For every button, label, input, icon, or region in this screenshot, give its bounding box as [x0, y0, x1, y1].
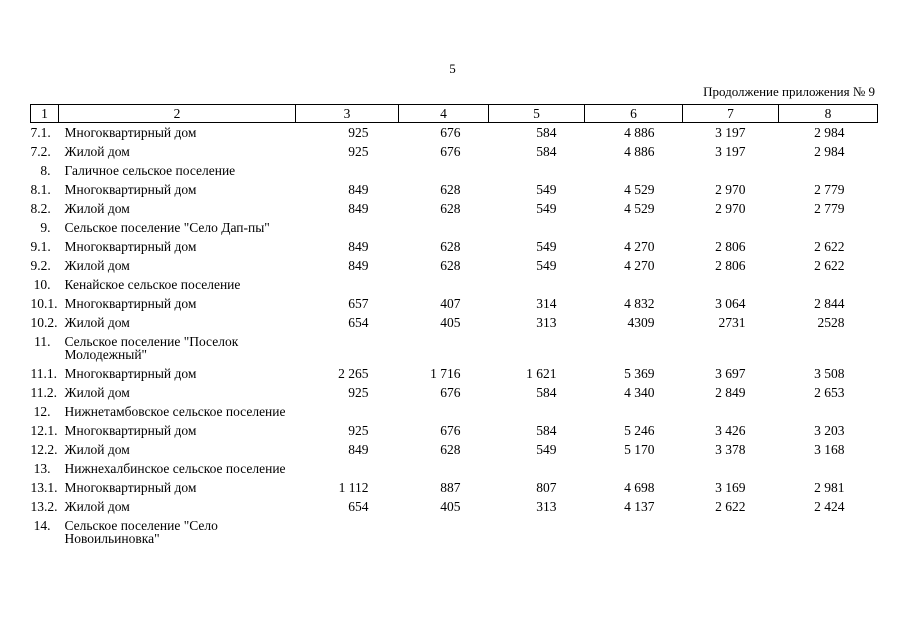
value-cell: 313	[536, 499, 557, 514]
value-cell	[779, 402, 878, 421]
value-cell: 628	[440, 201, 461, 216]
column-header: 7	[683, 105, 779, 123]
value-cell	[683, 218, 779, 237]
value-cell: 3 197	[715, 144, 746, 159]
value-cell: 849	[348, 239, 369, 254]
section-row	[31, 218, 878, 237]
row-number: 12.1.	[30, 423, 58, 438]
table-row	[31, 497, 878, 516]
value-cell: 584	[536, 144, 557, 159]
row-number: 10.	[33, 277, 51, 292]
value-cell: 1 112	[338, 480, 369, 495]
value-cell: 2 622	[814, 239, 845, 254]
value-cell: 807	[536, 480, 557, 495]
value-cell: 2 970	[715, 201, 746, 216]
value-cell	[489, 459, 585, 478]
value-cell: 1 621	[526, 366, 557, 381]
row-number: 12.	[33, 404, 51, 419]
row-number: 8.	[40, 163, 51, 178]
value-cell: 925	[348, 385, 369, 400]
value-cell: 3 064	[715, 296, 746, 311]
value-cell	[489, 332, 585, 364]
table-row	[31, 237, 878, 256]
value-cell	[779, 516, 878, 548]
value-cell: 676	[440, 144, 461, 159]
value-cell	[779, 161, 878, 180]
value-cell	[683, 516, 779, 548]
row-number: 9.2.	[30, 258, 51, 273]
row-name: Нижнетамбовское сельское поселение	[64, 404, 286, 419]
row-name: Жилой дом	[64, 385, 130, 400]
value-cell	[779, 332, 878, 364]
value-cell: 925	[348, 144, 369, 159]
row-name: Жилой дом	[64, 258, 130, 273]
value-cell: 887	[440, 480, 461, 495]
table-row	[31, 440, 878, 459]
row-number: 11.2.	[30, 385, 57, 400]
value-cell: 849	[348, 258, 369, 273]
value-cell: 2 653	[814, 385, 845, 400]
table-row	[31, 364, 878, 383]
value-cell: 2 970	[715, 182, 746, 197]
value-cell: 5 369	[624, 366, 655, 381]
value-cell: 2 849	[715, 385, 746, 400]
value-cell: 628	[440, 442, 461, 457]
value-cell: 4309	[627, 315, 655, 330]
value-cell: 4 137	[624, 499, 655, 514]
column-header: 4	[399, 105, 489, 123]
value-cell: 584	[536, 385, 557, 400]
value-cell: 2 981	[814, 480, 845, 495]
value-cell: 3 169	[715, 480, 746, 495]
value-cell: 4 832	[624, 296, 655, 311]
row-name: Многоквартирный дом	[64, 125, 197, 140]
value-cell: 407	[440, 296, 461, 311]
row-name: Сельское поселение "Село Дап-пы"	[64, 220, 270, 235]
value-cell	[489, 275, 585, 294]
row-name: Жилой дом	[64, 201, 130, 216]
value-cell: 2 424	[814, 499, 845, 514]
value-cell	[585, 218, 683, 237]
value-cell: 1 716	[430, 366, 461, 381]
value-cell: 549	[536, 201, 557, 216]
value-cell: 2 984	[814, 144, 845, 159]
section-row	[31, 459, 878, 478]
row-name: Жилой дом	[64, 144, 130, 159]
value-cell	[683, 161, 779, 180]
table-header-row	[31, 105, 878, 123]
value-cell: 314	[536, 296, 557, 311]
value-cell: 4 529	[624, 201, 655, 216]
value-cell: 584	[536, 125, 557, 140]
value-cell: 2 806	[715, 258, 746, 273]
section-row	[31, 161, 878, 180]
value-cell: 549	[536, 239, 557, 254]
row-number: 12.2.	[30, 442, 58, 457]
section-row	[31, 516, 878, 548]
row-name: Многоквартирный дом	[64, 423, 197, 438]
value-cell	[585, 459, 683, 478]
value-cell	[489, 516, 585, 548]
value-cell: 3 426	[715, 423, 746, 438]
value-cell	[779, 459, 878, 478]
value-cell	[399, 161, 489, 180]
value-cell	[779, 275, 878, 294]
value-cell	[585, 275, 683, 294]
row-number: 9.	[40, 220, 51, 235]
value-cell	[296, 275, 399, 294]
row-name: Многоквартирный дом	[64, 182, 197, 197]
value-cell: 654	[348, 315, 369, 330]
table-row	[31, 421, 878, 440]
value-cell	[399, 275, 489, 294]
table-row	[31, 123, 878, 143]
row-name: Сельское поселение "Село Новоильиновка"	[64, 518, 218, 546]
table-row	[31, 383, 878, 402]
row-name: Сельское поселение "Поселок Молодежный"	[64, 334, 239, 362]
continuation-note: Продолжение приложения № 9	[703, 84, 875, 99]
row-number: 7.1.	[30, 125, 51, 140]
value-cell	[683, 459, 779, 478]
row-name: Жилой дом	[64, 315, 130, 330]
value-cell	[585, 332, 683, 364]
value-cell	[683, 402, 779, 421]
page-number: 5	[449, 61, 456, 76]
value-cell: 5 246	[624, 423, 655, 438]
row-number: 8.2.	[30, 201, 51, 216]
value-cell: 2731	[718, 315, 746, 330]
row-name: Жилой дом	[64, 499, 130, 514]
tariff-table	[30, 104, 878, 548]
value-cell: 2 984	[814, 125, 845, 140]
value-cell	[296, 332, 399, 364]
column-header: 2	[59, 105, 296, 123]
row-name: Галичное сельское поселение	[64, 163, 236, 178]
value-cell: 657	[348, 296, 369, 311]
value-cell: 676	[440, 125, 461, 140]
row-number: 13.	[33, 461, 51, 476]
value-cell	[489, 161, 585, 180]
value-cell: 849	[348, 201, 369, 216]
value-cell: 654	[348, 499, 369, 514]
value-cell: 3 378	[715, 442, 746, 457]
value-cell	[585, 161, 683, 180]
value-cell	[399, 402, 489, 421]
value-cell	[585, 402, 683, 421]
table-row	[31, 142, 878, 161]
value-cell: 405	[440, 315, 461, 330]
table-row	[31, 313, 878, 332]
value-cell: 3 197	[715, 125, 746, 140]
table-body	[31, 123, 878, 549]
value-cell: 4 698	[624, 480, 655, 495]
row-number: 7.2.	[30, 144, 51, 159]
value-cell: 4 529	[624, 182, 655, 197]
value-cell	[399, 218, 489, 237]
value-cell: 4 340	[624, 385, 655, 400]
row-name: Жилой дом	[64, 442, 130, 457]
value-cell: 2528	[817, 315, 845, 330]
value-cell: 2 265	[338, 366, 369, 381]
value-cell: 2 779	[814, 201, 845, 216]
value-cell: 2 622	[715, 499, 746, 514]
value-cell: 4 270	[624, 258, 655, 273]
value-cell: 925	[348, 125, 369, 140]
value-cell	[399, 459, 489, 478]
value-cell	[296, 459, 399, 478]
column-header: 3	[296, 105, 399, 123]
row-name: Многоквартирный дом	[64, 366, 197, 381]
section-row	[31, 275, 878, 294]
value-cell: 2 779	[814, 182, 845, 197]
value-cell: 4 886	[624, 125, 655, 140]
table-row	[31, 180, 878, 199]
value-cell	[296, 516, 399, 548]
value-cell: 549	[536, 258, 557, 273]
value-cell: 628	[440, 258, 461, 273]
row-number: 10.2.	[30, 315, 58, 330]
row-number: 11.1.	[30, 366, 57, 381]
value-cell: 849	[348, 182, 369, 197]
value-cell: 849	[348, 442, 369, 457]
value-cell: 676	[440, 423, 461, 438]
value-cell: 628	[440, 182, 461, 197]
row-name: Кенайское сельское поселение	[64, 277, 241, 292]
value-cell: 925	[348, 423, 369, 438]
section-row	[31, 402, 878, 421]
value-cell: 313	[536, 315, 557, 330]
value-cell	[683, 275, 779, 294]
column-header: 1	[31, 105, 59, 123]
value-cell	[296, 161, 399, 180]
value-cell: 676	[440, 385, 461, 400]
column-header: 6	[585, 105, 683, 123]
value-cell: 628	[440, 239, 461, 254]
row-name: Нижнехалбинское сельское поселение	[64, 461, 286, 476]
value-cell: 3 508	[814, 366, 845, 381]
value-cell	[489, 402, 585, 421]
value-cell	[296, 402, 399, 421]
row-number: 9.1.	[30, 239, 51, 254]
value-cell	[779, 218, 878, 237]
table-row	[31, 199, 878, 218]
value-cell: 549	[536, 182, 557, 197]
value-cell: 4 270	[624, 239, 655, 254]
value-cell: 5 170	[624, 442, 655, 457]
row-name: Многоквартирный дом	[64, 480, 197, 495]
value-cell	[585, 516, 683, 548]
value-cell	[296, 218, 399, 237]
section-row	[31, 332, 878, 364]
value-cell: 405	[440, 499, 461, 514]
table-row	[31, 478, 878, 497]
value-cell: 3 697	[715, 366, 746, 381]
row-number: 13.2.	[30, 499, 58, 514]
value-cell: 3 203	[814, 423, 845, 438]
row-number: 8.1.	[30, 182, 51, 197]
value-cell: 584	[536, 423, 557, 438]
value-cell: 4 886	[624, 144, 655, 159]
row-number: 13.1.	[30, 480, 58, 495]
value-cell	[683, 332, 779, 364]
table-row	[31, 294, 878, 313]
value-cell	[399, 332, 489, 364]
value-cell	[489, 218, 585, 237]
value-cell: 2 806	[715, 239, 746, 254]
value-cell	[399, 516, 489, 548]
column-header: 8	[779, 105, 878, 123]
value-cell: 3 168	[814, 442, 845, 457]
value-cell: 2 622	[814, 258, 845, 273]
table-row	[31, 256, 878, 275]
value-cell: 549	[536, 442, 557, 457]
column-header: 5	[489, 105, 585, 123]
row-name: Многоквартирный дом	[64, 296, 197, 311]
row-number: 14.	[33, 518, 51, 533]
row-number: 10.1.	[30, 296, 58, 311]
value-cell: 2 844	[814, 296, 845, 311]
row-number: 11.	[34, 334, 51, 349]
row-name: Многоквартирный дом	[64, 239, 197, 254]
